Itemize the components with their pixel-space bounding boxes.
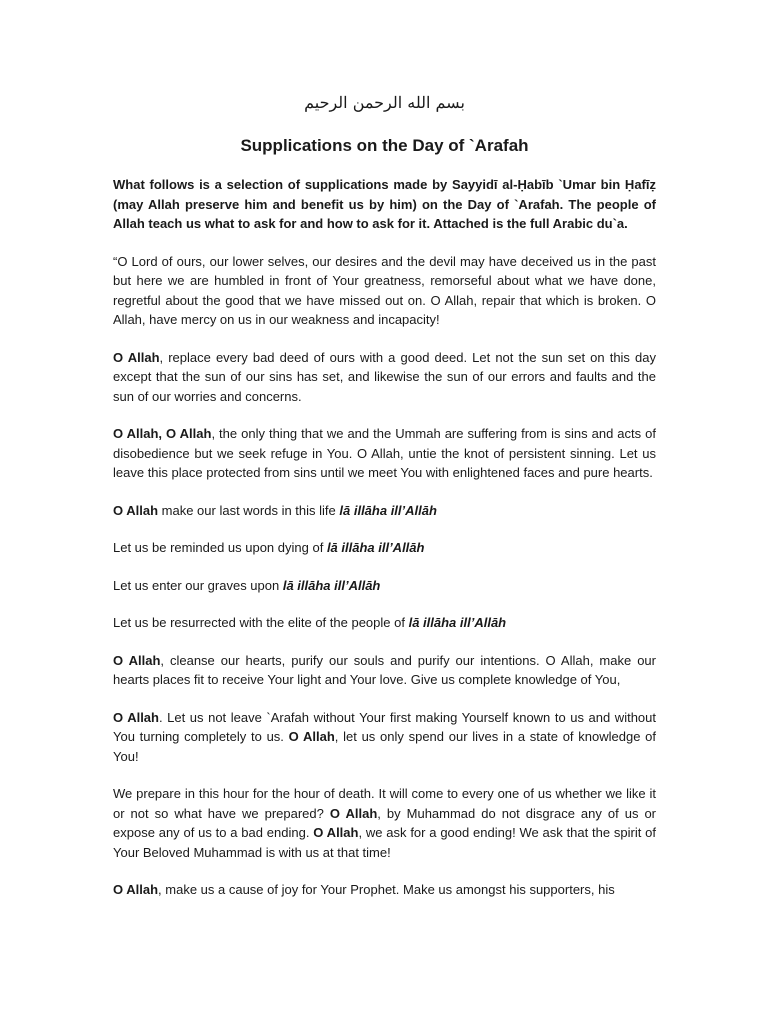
paragraph-text: , replace every bad deed of ours with a good deed. Let not the sun set on this day except that the sun of our sins has set, and likewise the sun of our errors and faults and the sun of our worries and concerns. [113,349,656,404]
paragraph-10 [113,784,656,862]
paragraph-11 [113,880,656,900]
invocation-bold: O Allah [329,805,378,821]
invocation-bold: O Allah [113,709,159,725]
paragraph-7 [113,613,656,633]
paragraph-4 [113,501,656,521]
document-body [113,92,656,900]
paragraph-text: make our last words in this life [158,502,340,518]
paragraph-text: , let us only spend our lives in a state of knowledge of You! [113,729,656,764]
paragraph-text: , cleanse our hearts, purify our souls and purify our intentions. O Allah, make our hearts places fit to receive Your light and Your love. Give us complete knowledge of You, [113,652,656,687]
intro-paragraph: What follows is a selection of supplications made by Sayyidī al-Ḥabīb `Umar bin Ḥafīẓ (may Allah preserve him and benefit us by him) on the Day of `Arafah. The people of Allah teach us what to ask for and how to ask for it. Attached is the full Arabic du`a. [113,177,656,231]
paragraph-text: , by Muhammad do not disgrace any of us or expose any of us to a bad ending. [113,805,656,840]
paragraph-6 [113,576,656,596]
invocation-bold: O Allah, O Allah [113,426,212,441]
document-title: Supplications on the Day of `Arafah [240,136,529,155]
paragraph-text: , the only thing that we and the Ummah are suffering from is sins and acts of disobedience but we seek refuge in You. O Allah, untie the knot of persistent sinning. Let us leave this place protected from sins until we meet You with enlightened faces and pure hearts. [113,426,656,480]
paragraph-1: “O Lord of ours, our lower selves, our desires and the devil may have deceived us in the past but here we are humbled in front of Your greatness, remorseful about what we have done, regretful about the good that we have missed out on. O Allah, repair that which is broken. O Allah, have mercy on us in our weakness and incapacity! [113,253,656,327]
invocation-bold: O Allah [113,652,161,668]
paragraph-3 [113,424,656,483]
bismillah-heading: بسم الله الرحمن الرحيم [304,93,465,112]
paragraph-text: , make us a cause of joy for Your Prophet. Make us amongst his supporters, his [158,882,615,897]
paragraph-8 [113,651,656,690]
paragraph-text: Let us enter our graves upon [113,577,283,593]
paragraph-2 [113,348,656,407]
paragraph-text: We prepare in this hour for the hour of death. It will come to every one of us whether we like it or not so what have we prepared? [113,786,656,821]
shahada-phrase: lā illāha ill’Allāh [339,502,437,518]
shahada-phrase: lā illāha ill’Allāh [326,540,425,555]
invocation-bold: O Allah [288,729,335,744]
invocation-bold: O Allah [113,502,159,518]
paragraph-text: . Let us not leave `Arafah without Your first making Yourself known to us and without You turning completely to us. [113,709,656,744]
paragraph-text: , we ask for a good ending! We ask that the spirit of Your Beloved Muhammad is with us at that time! [113,825,657,860]
shahada-phrase: lā illāha ill’Allāh [282,577,381,593]
shahada-phrase: lā illāha ill’Allāh [408,615,507,630]
invocation-bold: O Allah [113,349,160,365]
paragraph-9 [113,708,656,767]
paragraph-text: Let us be resurrected with the elite of the people of [113,615,409,630]
invocation-bold: O Allah [113,882,159,897]
invocation-bold: O Allah [313,825,359,840]
paragraph-5 [113,538,656,558]
paragraph-text: Let us be reminded us upon dying of [113,540,327,555]
